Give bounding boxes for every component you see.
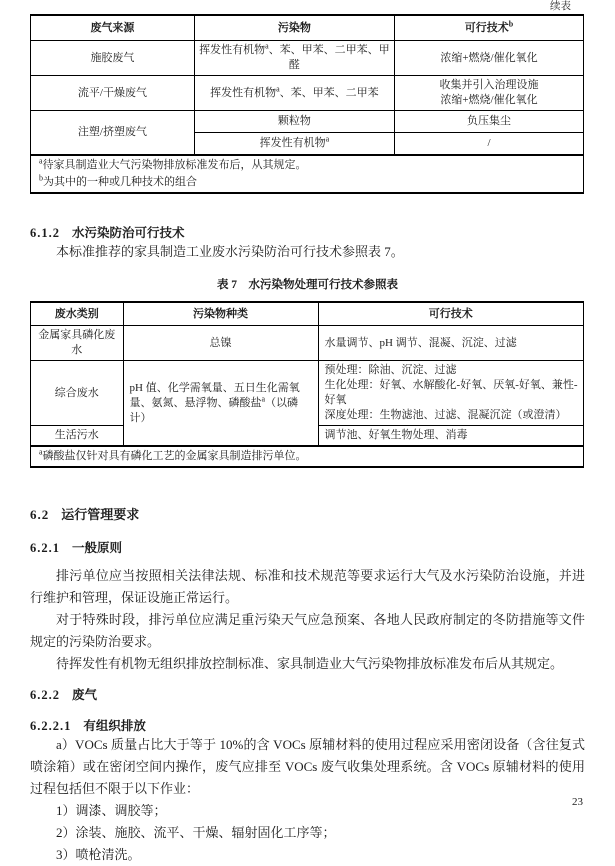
section-621-body <box>30 565 585 675</box>
table-row-injection-1 <box>31 111 584 133</box>
cell-category: 综合废水 <box>31 361 124 426</box>
header-cell-pollutant: 污染物 <box>194 15 394 41</box>
paragraph-612: 本标准推荐的家具制造工业废水污染防治可行技术参照表 7。 <box>56 244 404 259</box>
cell-pollutant <box>123 361 318 447</box>
tech-line: 浓缩+燃烧/催化氧化 <box>440 94 538 106</box>
table-row-leveling <box>31 76 584 111</box>
section-number: 6.2.2 <box>30 687 60 702</box>
paragraph-621-2: 对于特殊时段，排污单位应满足重污染天气应急预案、各地人民政府制定的冬防措施等文件规定的污染防治要求。 <box>30 611 585 649</box>
header-cell-category: 废水类别 <box>31 302 124 326</box>
cell-tech: / <box>394 133 583 156</box>
tech-line: 收集并引入治理设施 <box>439 79 539 91</box>
cell-pollutant <box>194 133 394 156</box>
waste-gas-table <box>30 14 584 194</box>
water-table-header-row <box>31 302 584 326</box>
tech-line: 预处理：除油、沉淀、过滤 <box>324 364 457 376</box>
section-heading-6-1-2 <box>30 225 585 241</box>
tech-line: 生化处理：好氧、水解酸化-好氧、厌氧-好氧、兼性-好氧 <box>324 379 578 406</box>
pollutant-text: pH 值、化学需氧量、五日生化需氧量、氨氮、悬浮物、磷酸盐 <box>129 381 300 409</box>
pollutant-superscript: a <box>325 134 330 144</box>
tech-line: 深度处理：生物滤池、过滤、混凝沉淀（或澄清） <box>324 409 567 421</box>
cell-tech: 负压集尘 <box>394 111 583 133</box>
cell-tech <box>394 76 583 111</box>
cell-source: 施胶废气 <box>31 41 195 76</box>
section-heading-6-2-1 <box>30 540 585 556</box>
pollutant-text: （以磷计） <box>129 396 299 424</box>
page-number: 23 <box>572 796 583 808</box>
section-title: 废气 <box>72 687 98 702</box>
header-tech-superscript: b <box>508 18 514 28</box>
header-cell-tech <box>394 15 583 41</box>
footnote-cell <box>31 174 584 194</box>
pollutant-superscript: a <box>261 393 266 403</box>
header-cell-source: 废气来源 <box>31 15 195 41</box>
footnote-superscript: a <box>39 156 43 166</box>
waste-gas-table-header-row <box>31 15 584 41</box>
footnote-text: 待家具制造业大气污染物排放标准发布后，从其规定。 <box>42 159 307 171</box>
cell-pollutant: 颗粒物 <box>194 111 394 133</box>
table-footnote-b <box>31 174 584 194</box>
cell-source: 注塑/挤塑废气 <box>31 111 195 156</box>
cell-tech: 调节池、好氧生物处理、消毒 <box>318 426 583 447</box>
footnote-text: 为其中的一种或几种技术的组合 <box>43 175 197 188</box>
cell-category: 生活污水 <box>31 426 124 447</box>
footnote-text: 磷酸盐仅针对具有磷化工艺的金属家具制造排污单位。 <box>42 450 307 462</box>
list-item-3: 3）喷枪清洗。 <box>56 846 141 862</box>
table-footnote-a <box>31 155 584 174</box>
list-item-1: 1）调漆、调胶等； <box>56 802 167 818</box>
footnote-superscript: b <box>39 172 43 182</box>
cell-pollutant <box>194 41 394 76</box>
section-title: 运行管理要求 <box>61 506 140 522</box>
table-row-sizing <box>31 41 584 76</box>
pollutant-text: 挥发性有机物 <box>199 44 266 56</box>
continued-table-label: 续表 <box>550 1 571 12</box>
section-number: 6.2 <box>30 506 50 522</box>
section-title: 水污染防治可行技术 <box>72 226 185 240</box>
cell-pollutant: 总镍 <box>123 326 318 361</box>
pollutant-text: 、苯、甲苯、二甲苯、甲醛 <box>268 44 390 71</box>
table-row-comprehensive <box>31 361 584 426</box>
cell-source: 流平/干燥废气 <box>31 76 195 111</box>
header-cell-tech: 可行技术 <box>318 302 583 326</box>
document-page <box>30 0 585 866</box>
section-title: 一般原则 <box>72 540 123 555</box>
list-item-2: 2）涂装、施胶、流平、干燥、辐射固化工序等； <box>56 824 336 840</box>
section-heading-6-2-2-1 <box>30 718 585 734</box>
pollutant-text: 挥发性有机物 <box>259 137 326 149</box>
paragraph-a: a）VOCs 质量占比大于等于 10%的含 VOCs 原辅材料的使用过程应采用密闭设备（含往复式喷涂箱）或在密闭空间内操作，废气应排至 VOCs 废气收集处理系统。含 VOCs 原辅材料的使用过程包括但不限于以下作业： <box>30 736 585 796</box>
pollutant-superscript: a <box>276 83 280 93</box>
section-number: 6.1.2 <box>30 226 60 240</box>
section-number: 6.2.1 <box>30 540 60 555</box>
header-tech-text: 可行技术 <box>464 21 509 34</box>
footnote-cell <box>31 155 584 174</box>
footnote-superscript: a <box>39 447 43 457</box>
water-pollutant-table <box>30 301 584 468</box>
section-number: 6.2.2.1 <box>30 718 72 733</box>
section-title: 有组织排放 <box>83 718 146 733</box>
section-heading-6-2 <box>30 507 585 523</box>
table-row-phosphating <box>31 326 584 361</box>
header-cell-pollutant-type: 污染物种类 <box>123 302 318 326</box>
pollutant-superscript: a <box>265 41 269 51</box>
table7-footnote <box>31 446 584 467</box>
cell-tech <box>318 361 583 426</box>
footnote-cell <box>31 446 584 467</box>
cell-tech: 水量调节、pH 调节、混凝、沉淀、过滤 <box>318 326 583 361</box>
table7-caption: 表 7 水污染物处理可行技术参照表 <box>216 279 399 291</box>
cell-pollutant <box>194 76 394 111</box>
cell-category: 金属家具磷化废水 <box>31 326 124 361</box>
pollutant-text: 挥发性有机物 <box>210 86 277 99</box>
paragraph-621-3: 待挥发性有机物无组织排放控制标准、家具制造业大气污染物排放标准发布后从其规定。 <box>56 655 564 671</box>
pollutant-text: 、苯、甲苯、二甲苯 <box>279 86 379 99</box>
paragraph-621-1: 排污单位应当按照相关法律法规、标准和技术规范等要求运行大气及水污染防治设施，并进行维护和管理，保证设施正常运行。 <box>30 567 585 605</box>
cell-tech: 浓缩+燃烧/催化氧化 <box>394 41 583 76</box>
section-heading-6-2-2 <box>30 687 585 703</box>
